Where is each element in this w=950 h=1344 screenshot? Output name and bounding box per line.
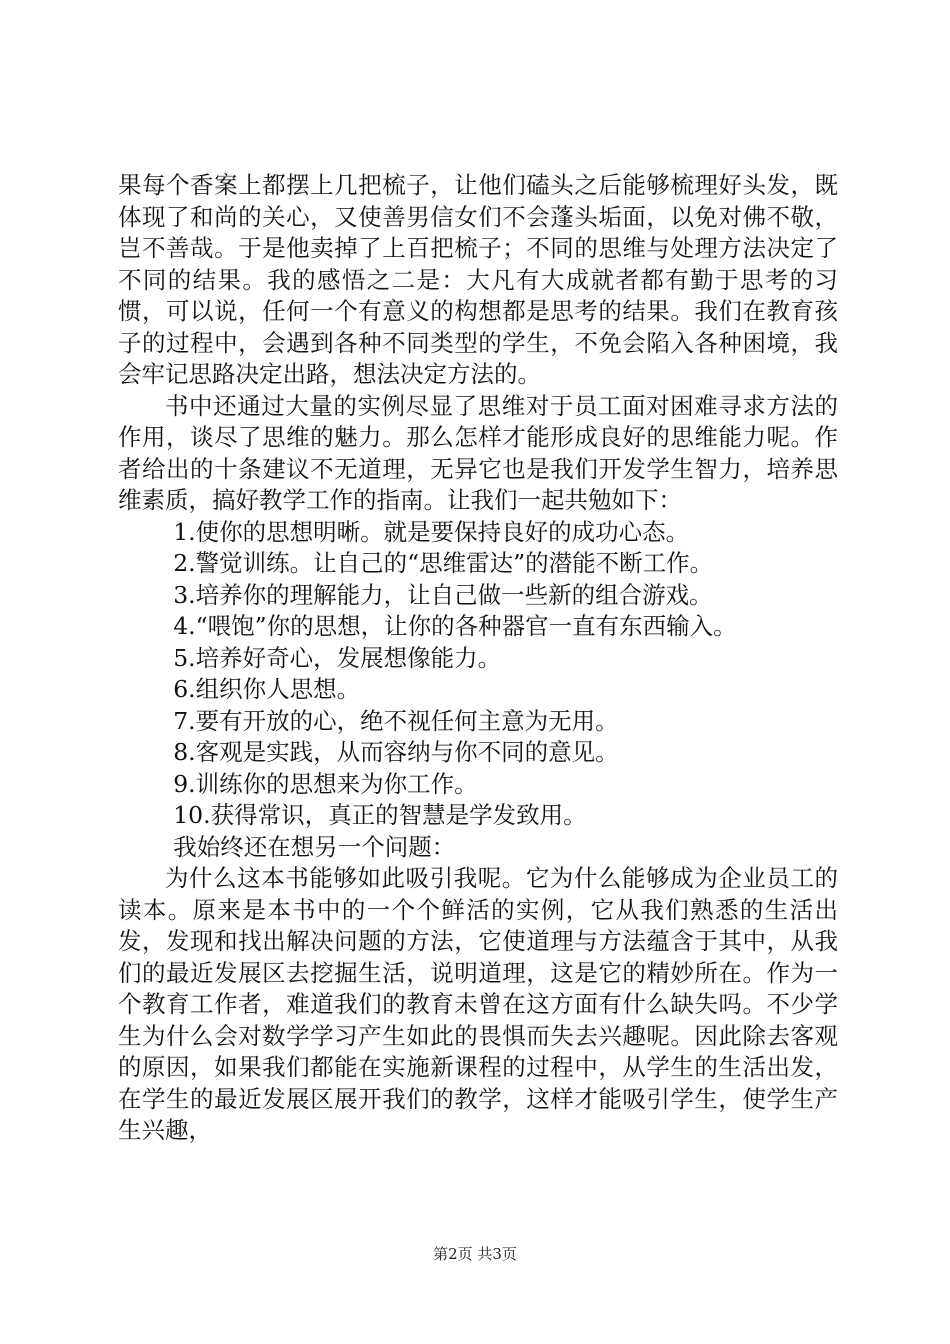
- list-item-question-intro: 我始终还在想另一个问题：: [173, 832, 456, 861]
- list-item: 4.“喂饱”你的思想，让你的各种器官一直有东西输入。: [173, 612, 737, 640]
- document-body: [118, 170, 838, 1147]
- list-item: 7.要有开放的心，绝不视任何主意为无用。: [173, 706, 619, 735]
- advice-list: [118, 517, 838, 864]
- page-footer: 第2页 共3页: [433, 1245, 517, 1263]
- list-item: 8.客观是实践，从而容纳与你不同的意见。: [173, 738, 619, 766]
- list-item: 3.培养你的理解能力，让自己做一些新的组合游戏。: [173, 580, 713, 609]
- paragraph-continuation: 果每个香案上都摆上几把梳子，让他们磕头之后能够梳理好头发，既体现了和尚的关心，又使善男信女们不会蓬头垢面，以免对佛不敬，岂不善哉。于是他卖掉了上百把梳子；不同的思维与处理方法决定了不同的结果。我的感悟之二是：大凡有大成就者都有勤于思考的习惯，可以说，任何一个有意义的构想都是思考的结果。我们在教育孩子的过程中，会遇到各种不同类型的学生，不免会陷入各种困境，我会牢记思路决定出路，想法决定方法的。: [118, 171, 838, 388]
- list-item: 10.获得常识，真正的智慧是学发致用。: [173, 801, 587, 829]
- list-item: 1.使你的思想明晰。就是要保持良好的成功心态。: [173, 517, 690, 546]
- list-item: 6.组织你人思想。: [173, 675, 361, 703]
- list-item: 9.训练你的思想来为你工作。: [173, 769, 478, 798]
- paragraph-reflection: 为什么这本书能够如此吸引我呢。它为什么能够成为企业员工的读本。原来是本书中的一个个鲜活的实例，它从我们熟悉的生活出发，发现和找出解决问题的方法，它使道理与方法蕴含于其中，从我们的最近发展区去挖掘生活，说明道理，这是它的精妙所在。作为一个教育工作者，难道我们的教育未曾在这方面有什么缺失吗。不少学生为什么会对数学学习产生如此的畏惧而失去兴趣呢。因此除去客观的原因，如果我们都能在实施新课程的过程中，从学生的生活出发，在学生的最近发展区展开我们的教学，这样才能吸引学生，使学生产生兴趣，: [118, 864, 838, 1144]
- list-item: 2.警觉训练。让自己的“思维雷达”的潜能不断工作。: [173, 549, 714, 577]
- list-item: 5.培养好奇心，发展想像能力。: [173, 643, 502, 672]
- paragraph-thinking-advice: 书中还通过大量的实例尽显了思维对于员工面对困难寻求方法的作用，谈尽了思维的魅力。那么怎样才能形成良好的思维能力呢。作者给出的十条建议不无道理，无异它也是我们开发学生智力，培养思维素质，搞好教学工作的指南。让我们一起共勉如下：: [118, 391, 838, 514]
